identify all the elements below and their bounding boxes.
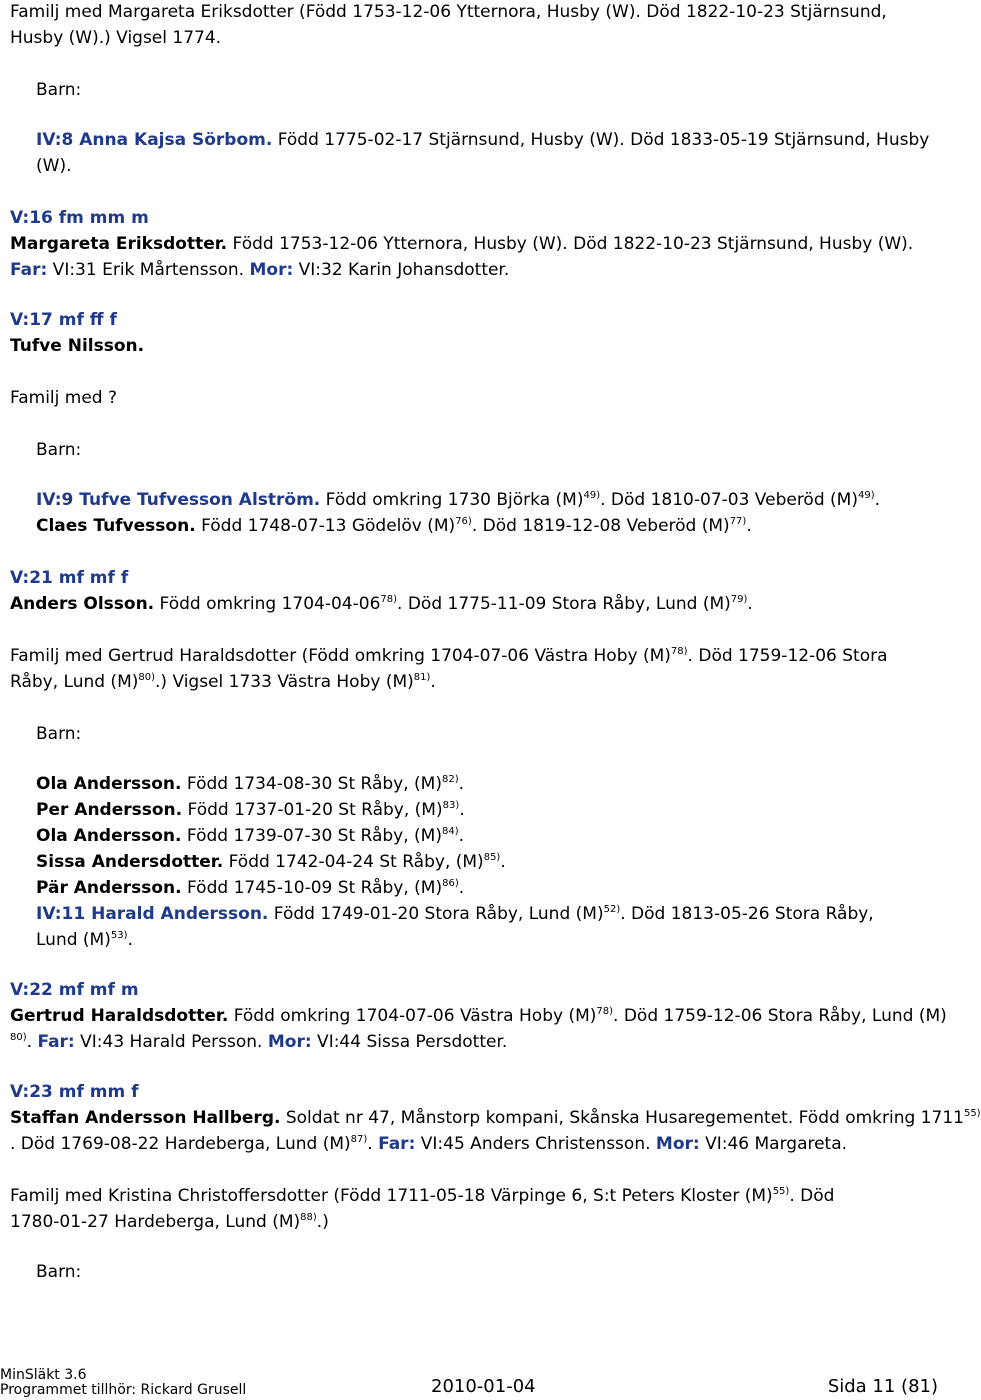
footnote-ref: 85) <box>483 852 501 863</box>
family-line <box>10 28 221 48</box>
person-entry: Gertrud Haraldsdotter. Född omkring 1704-07-06 Västra Hoby $(M)^{78)}$. Död 1759-12-06 Stora Råby, Lund (M) <box>10 1006 947 1026</box>
section-heading: V:16 fm mm m <box>10 208 149 228</box>
footnote-ref: 80) <box>10 1032 27 1043</box>
parents-line: $^{80)}$. Far: VI:43 Harald Persson. Mor: VI:44 Sissa Persdotter. <box>10 1032 508 1052</box>
section-heading: V:22 mf mf m <box>10 980 139 1000</box>
child-entry-cont: (W). <box>36 156 72 176</box>
footnote-ref: 55) <box>772 1186 790 1197</box>
person-entry <box>10 336 144 356</box>
person-name: Per Andersson. <box>36 800 183 820</box>
footnote-ref: 49) <box>857 490 875 501</box>
program-name: MinSläkt 3.6 <box>0 1367 87 1383</box>
person-name: Tufve Nilsson. <box>10 336 145 356</box>
person-entry: Margareta Eriksdotter. Född 1753-12-06 Ytternora, Husby (W). Död 1822-10-23 Stjärnsund, Husby (W). <box>10 234 914 254</box>
children-label: Barn: <box>36 724 82 744</box>
mor-label: Mor: <box>655 1134 700 1154</box>
person-name: Staffan Andersson Hallberg. <box>10 1108 281 1128</box>
person-name: IV:8 Anna Kajsa Sörbom. <box>36 130 273 150</box>
child-entry: Per Andersson. Född 1737-01-20 St Råby, $(M)^{83)}$. <box>36 800 465 820</box>
person-name: Pär Andersson. <box>36 878 182 898</box>
child-entry: IV:11 Harald Andersson. Född 1749-01-20 Stora Råby, Lund $(M)^{52)}$. Död 1813-05-26 Stora Råby, <box>36 904 874 924</box>
person-name: Sissa Andersdotter. <box>36 852 224 872</box>
page-number: Sida 11 (81) <box>827 1376 938 1397</box>
mor-label: Mor: <box>249 260 294 280</box>
footnote-ref: 82) <box>441 774 459 785</box>
family-text: Familj med Margareta Eriksdotter (Född 1753-12-06 Ytternora, Husby (W). Död 1822-10-23 Stjärnsund, <box>10 2 887 22</box>
family-line: Råby, Lund $(M)^{80)}$.) Vigsel 1733 Västra Hoby $(M)^{81)}$. <box>10 672 436 692</box>
footnote-ref: 53) <box>110 930 128 941</box>
page-footer <box>0 1368 960 1400</box>
family-line <box>10 2 887 22</box>
print-date: 2010-01-04 <box>431 1376 536 1397</box>
child-entry: Ola Andersson. Född 1734-08-30 St Råby, $(M)^{82)}$. <box>36 774 465 794</box>
footnote-ref: 88) <box>300 1212 317 1223</box>
person-name: Claes Tufvesson. <box>36 516 196 536</box>
footnote-ref: 78) <box>380 594 398 605</box>
person-name: Ola Andersson. <box>36 826 182 846</box>
child-entry-cont: Lund $(M)^{53)}$. <box>36 930 133 950</box>
child-entry: IV:8 Anna Kajsa Sörbom. Född 1775-02-17 Stjärnsund, Husby (W). Död 1833-05-19 Stjärnsund, Husby <box>36 130 930 150</box>
person-name: IV:9 Tufve Tufvesson Alström. <box>36 490 321 510</box>
mor-label: Mor: <box>267 1032 312 1052</box>
footnote-ref: 80) <box>138 672 156 683</box>
footnote-ref: 52) <box>603 904 621 915</box>
person-name: IV:11 Harald Andersson. <box>36 904 269 924</box>
footnote-ref: 87) <box>350 1134 368 1145</box>
section-heading: V:17 mf ff f <box>10 310 117 330</box>
parents-line: Far: VI:31 Erik Mårtensson. Mor: VI:32 Karin Johansdotter. <box>10 260 510 280</box>
footnote-ref: 49) <box>583 490 601 501</box>
family-text: Husby (W).) Vigsel 1774. <box>10 28 222 48</box>
child-entry: Pär Andersson. Född 1745-10-09 St Råby, $(M)^{86)}$. <box>36 878 465 898</box>
person-name: Ola Andersson. <box>36 774 182 794</box>
family-line: Familj med ? <box>10 388 118 408</box>
far-label: Far: <box>37 1032 75 1052</box>
parents-line: . Död 1769-08-22 Hardeberga, Lund $(M)^{87)}$. Far: VI:45 Anders Christensson. Mor: VI:46 Margareta. <box>10 1134 848 1154</box>
children-label: Barn: <box>36 440 82 460</box>
footnote-ref: 78) <box>670 646 688 657</box>
footnote-ref: 55) <box>963 1108 981 1119</box>
children-label: Barn: <box>36 80 82 100</box>
child-entry: Claes Tufvesson. Född 1748-07-13 Gödelöv $(M)^{76)}$. Död 1819-12-08 Veberöd $(M)^{77)}$. <box>36 516 752 536</box>
child-entry: IV:9 Tufve Tufvesson Alström. Född omkring 1730 Björka $(M)^{49)}$. Död 1810-07-03 Veberöd $(M)^{49)}$. <box>36 490 881 510</box>
child-entry: Sissa Andersdotter. Född 1742-04-24 St Råby, $(M)^{85)}$. <box>36 852 506 872</box>
footnote-ref: 83) <box>442 800 460 811</box>
person-name: Anders Olsson. <box>10 594 155 614</box>
person-name: Gertrud Haraldsdotter. <box>10 1006 229 1026</box>
children-label: Barn: <box>36 1262 82 1282</box>
person-entry: Staffan Andersson Hallberg. Soldat nr 47, Månstorp kompani, Skånska Husaregementet. Född omkring 1711$^{55)}$ <box>10 1108 981 1128</box>
footnote-ref: 76) <box>455 516 472 527</box>
footnote-ref: 84) <box>441 826 459 837</box>
far-label: Far: <box>378 1134 416 1154</box>
person-entry: Anders Olsson. Född omkring 1704-04-06$^{78)}$. Död 1775-11-09 Stora Råby, Lund $(M)^{79)}$. <box>10 594 753 614</box>
person-name: Margareta Eriksdotter. <box>10 234 228 254</box>
family-line: Familj med Gertrud Haraldsdotter (Född omkring 1704-07-06 Västra Hoby $(M)^{78)}$. Död 1759-12-06 Stora <box>10 646 888 666</box>
footnote-ref: 86) <box>442 878 459 889</box>
program-owner: Programmet tillhör: Rickard Grusell <box>0 1382 247 1398</box>
family-line: Familj med Kristina Christoffersdotter (Född 1711-05-18 Värpinge 6, S:t Peters Kloster $(M)^{55)}$. Död <box>10 1186 835 1206</box>
family-line: 1780-01-27 Hardeberga, Lund $(M)^{88)}$.) <box>10 1212 329 1232</box>
section-heading: V:23 mf mm f <box>10 1082 139 1102</box>
footnote-ref: 78) <box>596 1006 614 1017</box>
child-entry: Ola Andersson. Född 1739-07-30 St Råby, $(M)^{84)}$. <box>36 826 465 846</box>
far-label: Far: <box>10 260 48 280</box>
footnote-ref: 79) <box>730 594 748 605</box>
section-heading: V:21 mf mf f <box>10 568 129 588</box>
footnote-ref: 81) <box>413 672 431 683</box>
footnote-ref: 77) <box>729 516 747 527</box>
